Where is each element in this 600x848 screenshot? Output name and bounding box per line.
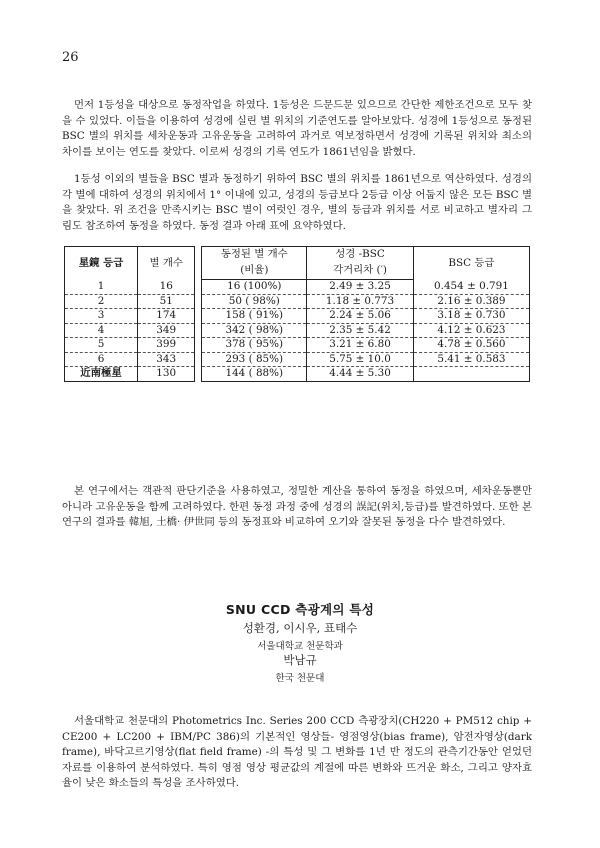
abstract-text: 서울대학교 천문대의 Photometrics Inc. Series 200 CCD 측광장치(CH220 + PM512 chip + CE200 + LC200 + IBM/PC 386)의 기본적인 영상들- 영점영상(bias frame), 암전자영상(dark frame), 바닥고르기영상(flat field frame) -의 특성 및 그 변화를 1년 반 정도의 관측기간동안 얻었던 자료를 이용하여 분석하였다. 특히 영점 영상 평균값의 계절에 따른 변화와 뜨거운 화소, 그리고 양자효율이 낮은 화소들의 특성을 조사하였다. xyxy=(62,715,532,790)
conclusion-paragraph xyxy=(62,484,532,531)
header-mag-grade: 星鏡 등급 xyxy=(65,247,138,280)
cell-identified: 378 ( 95%) xyxy=(202,338,307,353)
cell-bsc: 4.12 ± 0.623 xyxy=(413,323,529,338)
cell-gap xyxy=(195,309,202,324)
table-row xyxy=(65,367,530,382)
authors-secondary: 박남규 xyxy=(283,653,317,667)
cell-gap xyxy=(195,280,202,295)
authors-primary: 성환경, 이시우, 표태수 xyxy=(242,621,358,635)
header-star-count: 별 개수 xyxy=(138,247,195,280)
section-title: SNU CCD 측광계의 특성 xyxy=(225,602,375,617)
cell-diff: 2.49 ± 3.25 xyxy=(307,280,414,295)
table-row xyxy=(65,338,530,353)
cell-grade: 3 xyxy=(65,309,138,324)
cell-count: 343 xyxy=(138,352,195,367)
cell-count: 51 xyxy=(138,294,195,309)
cell-bsc: 5.41 ± 0.583 xyxy=(413,352,529,367)
table-row xyxy=(65,280,530,295)
table-row xyxy=(65,323,530,338)
table-row xyxy=(65,309,530,324)
cell-grade: 2 xyxy=(65,294,138,309)
cell-count: 399 xyxy=(138,338,195,353)
cell-grade: 5 xyxy=(65,338,138,353)
affiliation-primary: 서울대학교 천문학과 xyxy=(257,641,343,652)
method-text: 1등성 이외의 별들을 BSC 별과 동정하기 위하여 BSC 별의 위치를 1861년으로 역산하였다. 성경의 각 별에 대하여 성경의 위치에서 1° 이내에 있고, 성경의 등급보다 2등급 이상 어둡지 않은 모든 BSC 별을 찾았다. 위 조건을 만족시키는 BSC 별이 여럿인 경우, 별의 등급과 위치를 서로 비교하고 별자리 그림도 참조하여 동정을 하였다. 동정 결과 아래 표에 요약하였다. xyxy=(62,173,532,232)
cell-gap xyxy=(195,338,202,353)
cell-bsc: 0.454 ± 0.791 xyxy=(413,280,529,295)
cell-identified: 293 ( 85%) xyxy=(202,352,307,367)
cell-grade: 6 xyxy=(65,352,138,367)
method-paragraph xyxy=(62,172,532,234)
cell-bsc: 2.16 ± 0.389 xyxy=(413,294,529,309)
cell-count: 349 xyxy=(138,323,195,338)
cell-bsc: 4.78 ± 0.560 xyxy=(413,338,529,353)
cell-diff: 1.18 ± 0.773 xyxy=(307,294,414,309)
cell-gap xyxy=(195,294,202,309)
page-number: 26 xyxy=(62,50,79,65)
header-bsc-grade: BSC 등급 xyxy=(413,247,529,280)
cell-grade: 4 xyxy=(65,323,138,338)
cell-identified: 342 ( 98%) xyxy=(202,323,307,338)
cell-diff: 2.35 ± 5.42 xyxy=(307,323,414,338)
cell-grade: 1 xyxy=(65,280,138,295)
cell-diff: 4.44 ± 5.30 xyxy=(307,367,414,382)
cell-grade: 近南極星 xyxy=(65,367,138,382)
table-header-row-1 xyxy=(65,247,530,264)
cell-bsc xyxy=(413,367,529,382)
cell-gap xyxy=(195,367,202,382)
header-gap xyxy=(195,247,202,280)
header-diff-bottom: 각거리차 (′) xyxy=(307,263,414,280)
identification-results-table xyxy=(64,246,530,382)
intro-text: 먼저 1등성을 대상으로 동정작업을 하였다. 1등성은 드문드문 있으므로 간단한 제한조건으로 모두 찾을 수 있었다. 이들을 이용하여 성경에 실린 별 위치의 기준연도를 알아보았다. 성경에 1등성으로 동정된 BSC 별의 위치를 세차운동과 고유운동을 고려하여 과거로 역보정하면서 성경에 기록된 위치와 최소의 차이를 보이는 연도를 찾았다. 이로써 성경의 기록 연도가 1861년임을 밝혔다. xyxy=(62,99,532,158)
cell-count: 174 xyxy=(138,309,195,324)
cell-diff: 3.21 ± 6.80 xyxy=(307,338,414,353)
cell-identified: 158 ( 91%) xyxy=(202,309,307,324)
table-row xyxy=(65,294,530,309)
cell-identified: 144 ( 88%) xyxy=(202,367,307,382)
cell-identified: 16 (100%) xyxy=(202,280,307,295)
cell-gap xyxy=(195,323,202,338)
header-identified-top: 동정된 별 개수 xyxy=(202,247,307,264)
cell-gap xyxy=(195,352,202,367)
cell-count: 16 xyxy=(138,280,195,295)
conclusion-text: 본 연구에서는 객관적 판단기준을 사용하였고, 정밀한 계산을 통하여 동정을 하였으며, 세차운동뿐만 아니라 고유운동을 함께 고려하였다. 한편 동정 과정 중에 성경의 誤記(위치,등급)를 발견하였다. 또한 본 연구의 결과를 韓旭, 土橋· 伊世同 등의 동정표와 비교하여 오기와 잘못된 동정을 다수 발견하였다. xyxy=(62,485,532,529)
intro-paragraph xyxy=(62,98,532,160)
affiliation-secondary: 한국 천문대 xyxy=(275,673,325,684)
header-identified-bottom: (비율) xyxy=(202,263,307,280)
abstract-paragraph xyxy=(62,714,532,792)
table-row xyxy=(65,352,530,367)
cell-diff: 2.24 ± 5.06 xyxy=(307,309,414,324)
cell-bsc: 3.18 ± 0.730 xyxy=(413,309,529,324)
cell-identified: 50 ( 98%) xyxy=(202,294,307,309)
header-diff-top: 성경 -BSC xyxy=(307,247,414,264)
cell-count: 130 xyxy=(138,367,195,382)
cell-diff: 5.75 ± 10.0 xyxy=(307,352,414,367)
